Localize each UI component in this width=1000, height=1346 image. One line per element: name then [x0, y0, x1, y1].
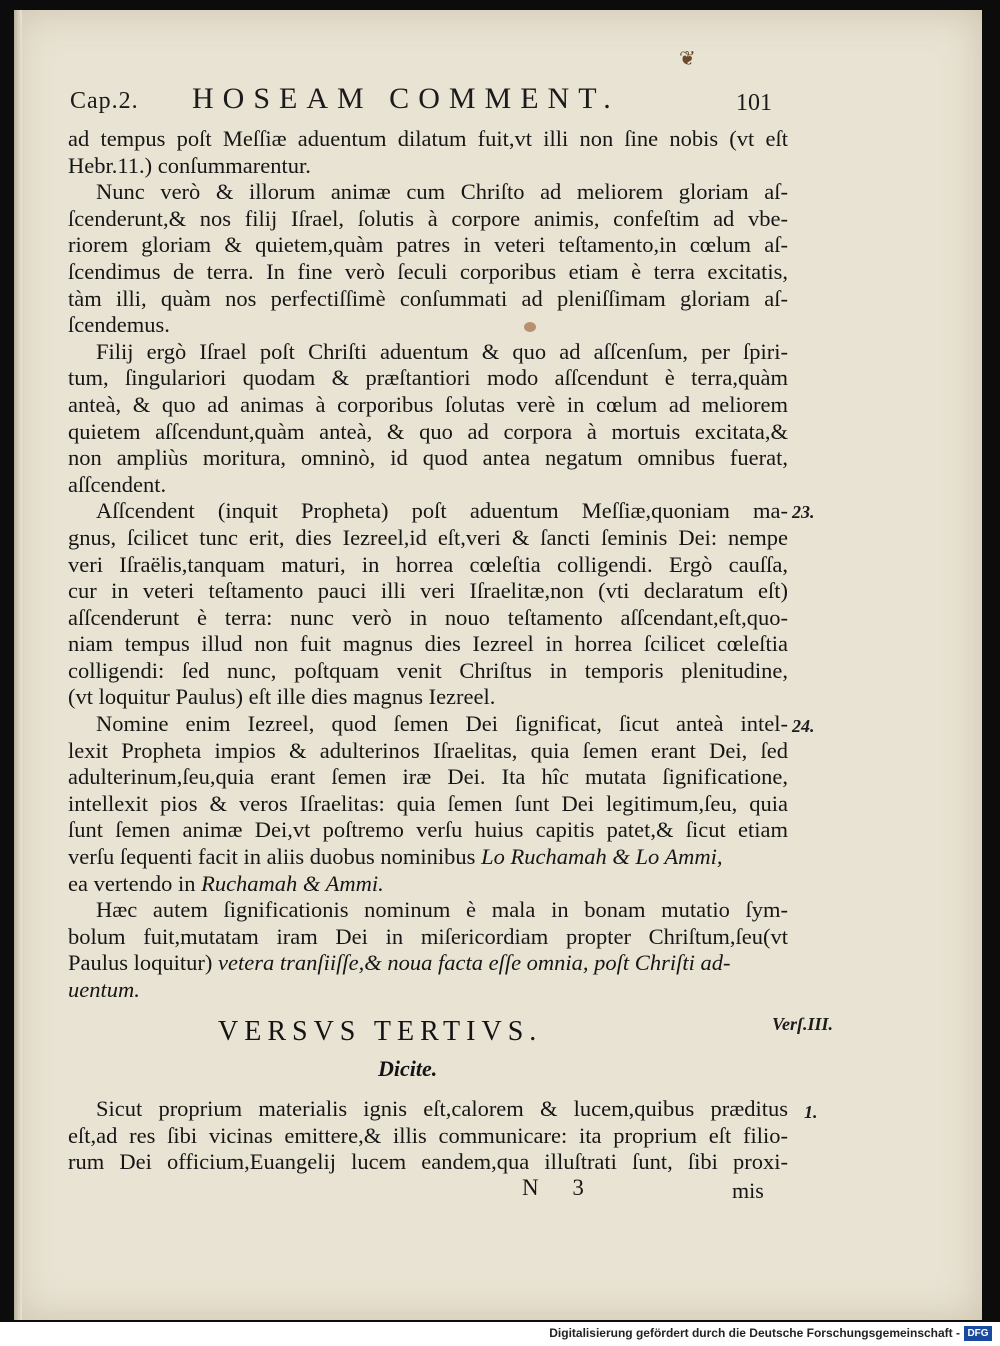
- text-line: bolum fuit,mutatam iram Dei in miſericordiam propter Chriſtum,ſeu(vt: [68, 923, 788, 949]
- text-line: tum, ſingulariori quodam & præſtantiori modo aſſcendunt è terra,quàm: [68, 365, 788, 391]
- text-line: veri Iſraëlis,tanquam maturi, in horrea cœleſtia colligendi. Ergò cauſſa,: [68, 551, 788, 577]
- text-fragment: Paulus loquitur): [68, 950, 213, 976]
- text-line: [68, 871, 788, 898]
- text-fragment: ea vertendo in: [68, 870, 202, 896]
- margin-verse-23: 23.: [792, 502, 815, 522]
- text-line: ſunt ſemen animæ Dei,vt poſtremo verſu huius capitis patet,& ſicut etiam: [68, 817, 788, 843]
- text-line: cur in veteri teſtamento pauci illi veri Iſraelitæ,non (vti declaratum eſt): [68, 578, 788, 604]
- text-line: riorem gloriam & quietem,quàm patres in veteri teſtamento,in cœlum aſ-: [68, 232, 788, 258]
- text-line: quietem aſſcendunt,quàm anteà, & quo ad corpora à mortuis excitata,&: [68, 418, 788, 444]
- page-number: 101: [736, 90, 772, 116]
- ornament-mark: ❦: [679, 48, 696, 70]
- chapter-label: Cap.2.: [70, 88, 139, 114]
- text-line: ſcendimus de terra. In fine verò ſeculi corporibus etiam è terra excitatis,: [68, 258, 788, 284]
- text-line: aſſcenderunt è terra: nunc verò in nouo teſtamento aſſcendant,eſt,quo-: [68, 604, 788, 630]
- text-fragment: verſu ſequenti facit in aliis duobus nominibus: [68, 844, 476, 870]
- text-line: Hæc autem ſignificationis nominum è mala in bonam mutatio ſym-: [96, 897, 788, 923]
- text-line: Nunc verò & illorum animæ cum Chriſto ad meliorem gloriam aſ-: [96, 179, 788, 205]
- running-title: HOSEAM COMMENT.: [192, 82, 620, 115]
- margin-verse-label: Verſ.III.: [772, 1014, 834, 1034]
- text-line: [68, 950, 788, 977]
- footer-bar: [0, 1322, 1000, 1346]
- margin-note-1: 1.: [804, 1102, 818, 1122]
- section-text: [68, 1096, 788, 1176]
- section-subheading: Dicite.: [378, 1056, 438, 1081]
- text-line: aſſcendent.: [68, 471, 167, 497]
- margin-verse-24: 24.: [792, 716, 815, 736]
- text-line: ad tempus poſt Meſſiæ aduentum dilatum fuit,vt illi non ſine nobis (vt eſt: [68, 126, 788, 151]
- signature-mark: N 3: [522, 1175, 598, 1200]
- text-line: lexit Propheta impios & adulterinos Iſraelitas, quia ſemen erant Dei, ſed: [68, 737, 788, 763]
- italic-quote: uentum.: [68, 977, 140, 1002]
- footer-credit: Digitalisierung gefördert durch die Deutsche Forschungsgemeinschaft -: [549, 1326, 960, 1340]
- text-line: eſt,ad res ſibi vicinas emittere,& illis communicare: ita proprium eſt filio-: [68, 1122, 788, 1148]
- text-line: Sicut proprium materialis ignis eſt,calorem & lucem,quibus præditus: [96, 1096, 788, 1121]
- text-line: intellexit pios & veros Iſraelitas: quia ſemen ſunt Dei legitimum,ſeu, quia: [68, 790, 788, 816]
- italic-names: Ruchamah & Ammi.: [201, 870, 384, 896]
- text-line: [68, 844, 788, 871]
- book-page: [14, 10, 982, 1320]
- italic-quote: vetera tranſiiſſe,& noua facta eſſe omnia, poſt Chriſti ad-: [218, 950, 731, 976]
- text-line: niam tempus illud non fuit magnus dies Iezreel in horrea ſcilicet cœleſtia: [68, 631, 788, 657]
- text-line: gnus, ſcilicet tunc erit, dies Iezreel,id eſt,veri & ſancti ſeminis Dei: nempe: [68, 524, 788, 550]
- text-line: non ampliùs moritura, omninò, id quod antea negatum omnibus fuerat,: [68, 445, 788, 471]
- text-line: Hebr.11.) conſummarentur.: [68, 152, 311, 178]
- text-line: anteà, & quo ad animas à corporibus ſolutas verè in cœlum ad meliorem: [68, 391, 788, 417]
- text-line: adulterinum,ſeu,quia erant ſemen iræ Dei. Ita hîc mutata ſignificatione,: [68, 764, 788, 790]
- text-line: tàm illi, quàm nos perfectiſſimè conſummati ad pleniſſimam gloriam aſ-: [68, 285, 788, 311]
- running-head: [14, 78, 982, 118]
- text-line: colligendi: ſed nunc, poſtquam venit Chriſtus in temporis plenitudine,: [68, 657, 788, 683]
- text-line: Aſſcendent (inquit Propheta) poſt aduentum Meſſiæ,quoniam ma-: [96, 498, 788, 524]
- main-text: [68, 126, 788, 1004]
- catchword: mis: [732, 1178, 764, 1203]
- italic-names: Lo Ruchamah & Lo Ammi,: [481, 844, 723, 870]
- section-heading: VERSVS TERTIVS.: [218, 1016, 543, 1047]
- text-line: Filij ergò Iſrael poſt Chriſti aduentum & quo ad aſſcenſum, per ſpiri-: [96, 338, 788, 364]
- page-gutter-shadow: [14, 10, 22, 1320]
- text-line: ſcendemus.: [68, 312, 170, 338]
- text-line: rum Dei officium,Euangelij lucem eandem,qua illuſtrati ſunt, ſibi proxi-: [68, 1149, 788, 1175]
- text-line: ſcenderunt,& nos filij Iſrael, ſolutis à corpore animis, confeſtim ad vbe-: [68, 205, 788, 231]
- text-line: [68, 977, 788, 1004]
- text-line: Nomine enim Iezreel, quod ſemen Dei ſignificat, ſicut anteà intel-: [96, 711, 788, 737]
- text-line: (vt loquitur Paulus) eſt ille dies magnus Iezreel.: [68, 684, 496, 710]
- dfg-logo: DFG: [964, 1326, 992, 1341]
